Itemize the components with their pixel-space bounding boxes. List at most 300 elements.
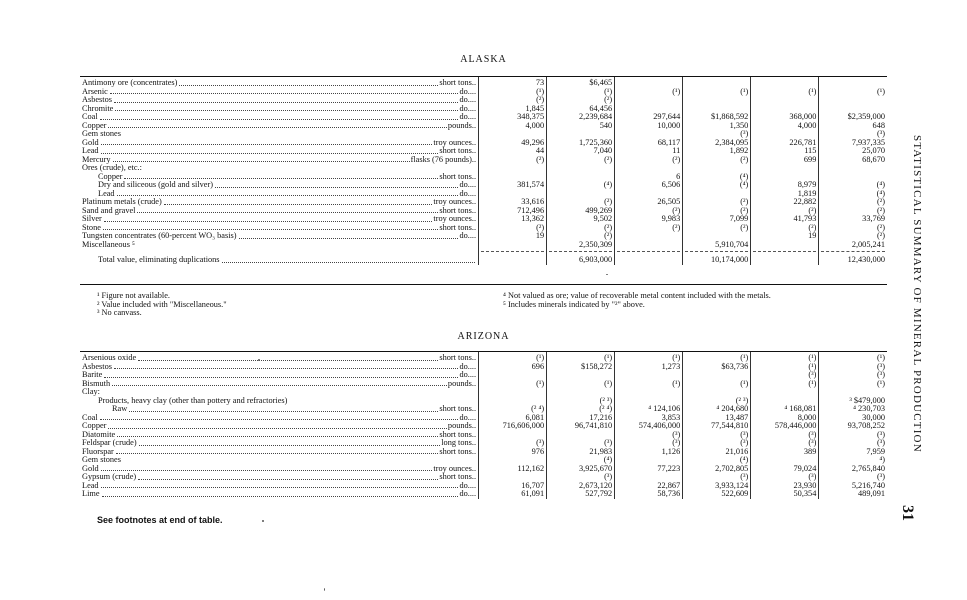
value-cell: (¹) — [615, 88, 683, 97]
table-row — [80, 232, 887, 241]
unit-label: pounds.. — [447, 121, 477, 130]
commodity-name: Arsenic — [82, 87, 108, 96]
row-label — [80, 122, 479, 131]
value-cell: (²) — [547, 96, 615, 105]
leader-dots — [101, 139, 433, 146]
table-row — [80, 224, 887, 233]
table-row — [80, 147, 887, 156]
value-cell: (¹) — [819, 352, 887, 363]
commodity-name: Arsenious oxide — [82, 353, 137, 362]
value-cell: 58,736 — [615, 490, 683, 499]
value-cell: (³) — [819, 439, 887, 448]
section-title-alaska: ALASKA — [460, 54, 507, 65]
value-cell: 2,765,840 — [819, 465, 887, 474]
value-cell: 7,937,335 — [819, 139, 887, 148]
value-cell: 226,781 — [751, 139, 819, 148]
value-cell: 8,979 — [751, 181, 819, 190]
value-cell: 1,819 — [751, 190, 819, 199]
value-cell: 9,983 — [615, 215, 683, 224]
value-cell: 1,126 — [615, 448, 683, 457]
value-cell — [479, 241, 547, 250]
commodity-name: Copper — [82, 121, 107, 130]
table-row — [80, 241, 887, 250]
row-label — [80, 465, 479, 474]
value-cell: 1,892 — [683, 147, 751, 156]
value-cell: 527,792 — [547, 490, 615, 499]
value-cell: 522,609 — [683, 490, 751, 499]
footnote-3: ³ No canvass. — [97, 308, 142, 318]
unit-label: do.... — [459, 104, 477, 113]
table-row — [80, 215, 887, 224]
commodity-name: Raw — [112, 405, 128, 413]
value-cell: (¹) — [479, 352, 547, 363]
footnote-2: ² Value included with "Miscellaneous." — [97, 299, 227, 309]
commodity-name: Dry and siliceous (gold and silver) — [98, 181, 213, 189]
value-cell: (¹) — [615, 352, 683, 363]
unit-label: do.... — [459, 362, 477, 371]
value-cell: (³) — [751, 431, 819, 440]
commodity-name: Fluorspar — [82, 447, 114, 456]
value-cell: ⁴) — [819, 456, 887, 465]
value-cell: (³) — [819, 371, 887, 380]
unit-label: pounds.. — [447, 379, 477, 388]
table-row — [80, 397, 887, 406]
value-cell: (²) — [479, 96, 547, 105]
row-label — [80, 352, 479, 363]
value-cell: (³) — [751, 439, 819, 448]
value-cell: 21,016 — [683, 448, 751, 457]
value-cell: 19 — [479, 232, 547, 241]
table-row — [80, 113, 887, 122]
table-row — [80, 156, 887, 165]
commodity-name: Mercury — [82, 155, 111, 164]
table-row — [80, 122, 887, 131]
unit-label: short tons.. — [439, 405, 477, 413]
value-cell: 578,446,000 — [751, 422, 819, 431]
value-cell: (³) — [683, 439, 751, 448]
footnote-1: ¹ Figure not available. — [97, 291, 170, 300]
leader-dots — [113, 156, 410, 163]
leader-dots — [100, 113, 459, 120]
value-cell: (³) — [615, 439, 683, 448]
print-speck — [324, 588, 325, 591]
leader-dots — [138, 473, 438, 480]
value-cell: 6,081 — [479, 414, 547, 423]
value-cell: $6,465 — [547, 77, 615, 88]
value-cell: (²) — [751, 207, 819, 216]
commodity-name: Platinum metals (crude) — [82, 198, 162, 206]
row-label — [80, 490, 479, 499]
row-label — [80, 473, 479, 482]
value-cell — [683, 96, 751, 105]
page-number: 31 — [899, 505, 916, 521]
value-cell: (⁴) — [683, 173, 751, 182]
value-cell: 50,354 — [751, 490, 819, 499]
value-cell: 96,741,810 — [547, 422, 615, 431]
value-cell: 22,867 — [615, 482, 683, 491]
table-row — [80, 422, 887, 431]
commodity-name: Clay: — [82, 388, 100, 396]
unit-label: troy ounces.. — [433, 138, 477, 147]
unit-label: do.... — [459, 189, 477, 198]
commodity-name: Gold — [82, 464, 99, 473]
leader-dots — [129, 405, 438, 412]
table-row — [80, 139, 887, 148]
leader-dots — [117, 431, 438, 438]
footnotes-right — [503, 292, 771, 309]
value-cell: $158,272 — [547, 363, 615, 372]
value-cell: 77,223 — [615, 465, 683, 474]
table-row — [80, 371, 887, 380]
commodity-name: Gypsum (crude) — [82, 473, 137, 481]
value-cell: (¹) — [683, 352, 751, 363]
unit-label: short tons.. — [439, 206, 477, 215]
value-cell: (¹) — [751, 88, 819, 97]
value-cell: (²) — [819, 198, 887, 207]
unit-label: do.... — [459, 490, 477, 498]
value-cell: 2,005,241 — [819, 241, 887, 250]
row-label — [80, 105, 479, 114]
unit-label: do.... — [459, 87, 477, 96]
value-cell — [615, 241, 683, 250]
total-label: Total value, eliminating duplications — [98, 255, 220, 264]
table-row — [80, 482, 887, 491]
leader-dots — [104, 371, 458, 378]
footnote-rule — [80, 284, 887, 285]
value-cell — [751, 164, 819, 173]
unit-label: short tons.. — [439, 473, 477, 481]
value-cell: (²) — [819, 207, 887, 216]
value-cell — [547, 164, 615, 173]
value-cell — [479, 388, 547, 397]
value-cell — [751, 388, 819, 397]
table-row — [80, 130, 887, 139]
section-title-arizona: ARIZONA — [457, 331, 510, 342]
value-cell: 1,273 — [615, 363, 683, 372]
commodity-name: Lead — [98, 189, 115, 198]
value-cell: 297,644 — [615, 113, 683, 122]
commodity-name: Lead — [82, 147, 99, 155]
value-cell — [683, 77, 751, 88]
value-cell: 112,162 — [479, 465, 547, 474]
unit-label: flasks (76 pounds).. — [410, 155, 477, 164]
value-cell: 21,983 — [547, 448, 615, 457]
value-cell: 9,502 — [547, 215, 615, 224]
commodity-name: Copper — [98, 172, 123, 181]
row-label — [80, 456, 479, 465]
commodity-name: Barite — [82, 371, 103, 379]
unit-label: do.... — [459, 232, 477, 240]
value-cell: (²) — [683, 198, 751, 207]
value-cell: (³) — [819, 431, 887, 440]
value-cell: 4,000 — [479, 122, 547, 131]
value-cell: 68,670 — [819, 156, 887, 165]
leader-dots — [239, 232, 459, 239]
table-row — [80, 490, 887, 499]
table-row — [80, 88, 887, 97]
table-row — [80, 473, 887, 482]
value-cell: 1,350 — [683, 122, 751, 131]
value-cell: (²) — [615, 224, 683, 233]
value-cell: 696 — [479, 363, 547, 372]
commodity-name: Lime — [82, 490, 100, 498]
unit-label: short tons.. — [439, 353, 477, 362]
value-cell: 712,496 — [479, 207, 547, 216]
commodity-name: Feldspar (crude) — [82, 439, 137, 447]
total-value-cell: 6,903,000 — [547, 252, 615, 265]
value-cell: 6,506 — [615, 181, 683, 190]
value-cell: 3,933,124 — [683, 482, 751, 491]
commodity-name: Gem stones — [82, 456, 121, 464]
value-cell: (³) — [819, 363, 887, 372]
value-cell: 33,769 — [819, 215, 887, 224]
leader-dots — [139, 439, 441, 446]
row-label — [80, 363, 479, 372]
commodity-name: Coal — [82, 413, 98, 422]
row-label — [80, 156, 479, 165]
value-cell: 368,000 — [751, 113, 819, 122]
unit-label: short tons.. — [439, 430, 477, 439]
commodity-name: Gold — [82, 138, 99, 147]
commodity-name: Asbestos — [82, 362, 112, 371]
value-cell: (¹) — [819, 380, 887, 389]
leader-dots — [101, 147, 439, 154]
leader-dots — [115, 105, 458, 112]
value-cell: (²) — [683, 224, 751, 233]
table-row — [80, 439, 887, 448]
table-row — [80, 190, 887, 199]
value-cell: (²) — [479, 156, 547, 165]
value-cell: (²) — [479, 224, 547, 233]
value-cell: ³ $479,000 — [819, 397, 887, 406]
value-cell: 2,350,309 — [547, 241, 615, 250]
value-cell: 1,725,360 — [547, 139, 615, 148]
value-cell: (¹) — [547, 88, 615, 97]
commodity-name: Copper — [82, 422, 107, 430]
commodity-name: Gem stones — [82, 130, 121, 138]
value-cell: 64,456 — [547, 105, 615, 114]
value-cell: (² ⁴) — [479, 405, 547, 414]
unit-label: do.... — [459, 481, 477, 490]
arizona-table — [80, 351, 887, 499]
commodity-name: Lead — [82, 481, 99, 490]
value-cell: 115 — [751, 147, 819, 156]
value-cell: (³) — [683, 130, 751, 139]
row-label — [80, 77, 479, 88]
row-label — [80, 207, 479, 216]
value-cell: 33,616 — [479, 198, 547, 207]
value-cell: 499,269 — [547, 207, 615, 216]
row-label — [80, 130, 479, 139]
value-cell: 61,091 — [479, 490, 547, 499]
value-cell: (²) — [683, 207, 751, 216]
leader-dots — [102, 490, 459, 497]
unit-label: short tons.. — [439, 147, 477, 155]
row-label — [80, 139, 479, 148]
value-cell: 389 — [751, 448, 819, 457]
row-label — [80, 439, 479, 448]
row-label — [80, 88, 479, 97]
unit-label: short tons.. — [439, 78, 477, 87]
value-cell: (¹) — [819, 88, 887, 97]
value-cell: ⁴ 204,680 — [683, 405, 751, 414]
value-cell: 30,000 — [819, 414, 887, 423]
total-value-cell — [615, 252, 683, 265]
value-cell: (⁴) — [819, 181, 887, 190]
row-label — [80, 448, 479, 457]
unit-label: troy ounces.. — [433, 464, 477, 473]
row-label — [80, 164, 479, 173]
value-cell: 5,216,740 — [819, 482, 887, 491]
value-cell: 699 — [751, 156, 819, 165]
value-cell: 7,099 — [683, 215, 751, 224]
table-row — [80, 173, 887, 182]
unit-label: do.... — [459, 413, 477, 422]
leader-dots — [108, 122, 446, 129]
unit-label: do.... — [459, 181, 477, 189]
row-label — [80, 482, 479, 491]
value-cell: ⁴ 168,081 — [751, 405, 819, 414]
value-cell: 648 — [819, 122, 887, 131]
value-cell: (⁴) — [819, 190, 887, 199]
value-cell — [615, 96, 683, 105]
value-cell: 13,487 — [683, 414, 751, 423]
table-row — [80, 448, 887, 457]
value-cell — [819, 96, 887, 105]
commodity-name: Bismuth — [82, 379, 111, 388]
value-cell: 77,544,810 — [683, 422, 751, 431]
value-cell: 1,845 — [479, 105, 547, 114]
value-cell: 11 — [615, 147, 683, 156]
table-row — [80, 380, 887, 389]
commodity-name: Sand and gravel — [82, 206, 136, 215]
row-label — [80, 232, 479, 241]
value-cell: 93,708,252 — [819, 422, 887, 431]
commodity-name: Chromite — [82, 104, 114, 113]
commodity-name: Asbestos — [82, 96, 112, 104]
leader-dots — [112, 380, 447, 387]
value-cell: $63,736 — [683, 363, 751, 372]
row-label — [80, 380, 479, 389]
table-row — [80, 405, 887, 414]
total-value-cell: 12,430,000 — [819, 252, 887, 265]
value-cell: (³) — [819, 473, 887, 482]
value-cell: (¹) — [479, 88, 547, 97]
leader-dots — [117, 190, 459, 197]
unit-label: short tons.. — [439, 447, 477, 456]
value-cell: 348,375 — [479, 113, 547, 122]
value-cell: (³) — [615, 431, 683, 440]
leader-dots — [179, 79, 438, 86]
row-label — [80, 215, 479, 224]
unit-label: long tons.. — [441, 439, 477, 447]
row-label — [80, 397, 479, 406]
value-cell: (¹) — [479, 380, 547, 389]
value-cell: (²) — [615, 156, 683, 165]
value-cell: (²) — [615, 207, 683, 216]
value-cell: (⁴) — [683, 456, 751, 465]
row-label — [80, 113, 479, 122]
table-row — [80, 388, 887, 397]
value-cell: (²) — [683, 156, 751, 165]
value-cell: (² ³) — [683, 397, 751, 406]
leader-dots — [114, 363, 458, 370]
value-cell — [751, 241, 819, 250]
leader-dots — [103, 224, 438, 231]
footnote-4: ⁴ Not valued as ore; value of recoverable metal content included with the metals. — [503, 291, 771, 300]
value-cell — [819, 77, 887, 88]
value-cell: (² ³) — [547, 397, 615, 406]
see-footnotes-note: See footnotes at end of table. — [97, 515, 223, 525]
leader-dots — [116, 448, 439, 455]
row-label — [80, 414, 479, 423]
value-cell: (³) — [751, 371, 819, 380]
value-cell: 489,091 — [819, 490, 887, 499]
leader-dots — [101, 482, 459, 489]
value-cell: (³) — [683, 473, 751, 482]
table-row — [80, 414, 887, 423]
commodity-name: Tungsten concentrates (60-percent WO₃ basis) — [82, 232, 237, 240]
value-cell: 16,707 — [479, 482, 547, 491]
footnote-5: ⁵ Includes minerals indicated by "²" above. — [503, 299, 645, 309]
value-cell: 4,000 — [751, 122, 819, 131]
leader-dots — [114, 96, 458, 103]
leader-dots — [104, 215, 433, 222]
value-cell: (²) — [547, 198, 615, 207]
row-label — [80, 405, 479, 414]
row-label — [80, 252, 479, 265]
total-row — [80, 252, 887, 265]
value-cell: 73 — [479, 77, 547, 88]
commodity-name: Miscellaneous ⁵ — [82, 240, 135, 249]
table-row — [80, 363, 887, 372]
row-label — [80, 224, 479, 233]
table-row — [80, 207, 887, 216]
unit-label: do.... — [459, 371, 477, 379]
value-cell: 574,406,000 — [615, 422, 683, 431]
value-cell: (³) — [751, 473, 819, 482]
value-cell: (²) — [819, 224, 887, 233]
table-row — [80, 352, 887, 363]
value-cell: (¹) — [683, 380, 751, 389]
commodity-name: Antimony ore (concentrates) — [82, 78, 178, 87]
value-cell: 13,362 — [479, 215, 547, 224]
unit-label: pounds.. — [447, 422, 477, 430]
leader-dots — [101, 465, 433, 472]
value-cell: 540 — [547, 122, 615, 131]
table-row — [80, 96, 887, 105]
value-cell: 23,930 — [751, 482, 819, 491]
value-cell: 2,384,095 — [683, 139, 751, 148]
value-cell: (⁴) — [683, 181, 751, 190]
table-row — [80, 456, 887, 465]
running-head: STATISTICAL SUMMARY OF MINERAL PRODUCTION — [911, 134, 923, 453]
row-label — [80, 181, 479, 190]
value-cell: (¹) — [615, 380, 683, 389]
value-cell: 44 — [479, 147, 547, 156]
leader-dots — [222, 256, 476, 263]
value-cell — [751, 77, 819, 88]
row-label — [80, 198, 479, 207]
commodity-name: Ores (crude), etc.: — [82, 164, 142, 172]
value-cell: (⁴) — [547, 456, 615, 465]
unit-label: troy ounces.. — [433, 215, 477, 223]
leader-dots — [110, 88, 459, 95]
table-row — [80, 164, 887, 173]
row-label — [80, 147, 479, 156]
value-cell: 2,702,805 — [683, 465, 751, 474]
value-cell: 976 — [479, 448, 547, 457]
